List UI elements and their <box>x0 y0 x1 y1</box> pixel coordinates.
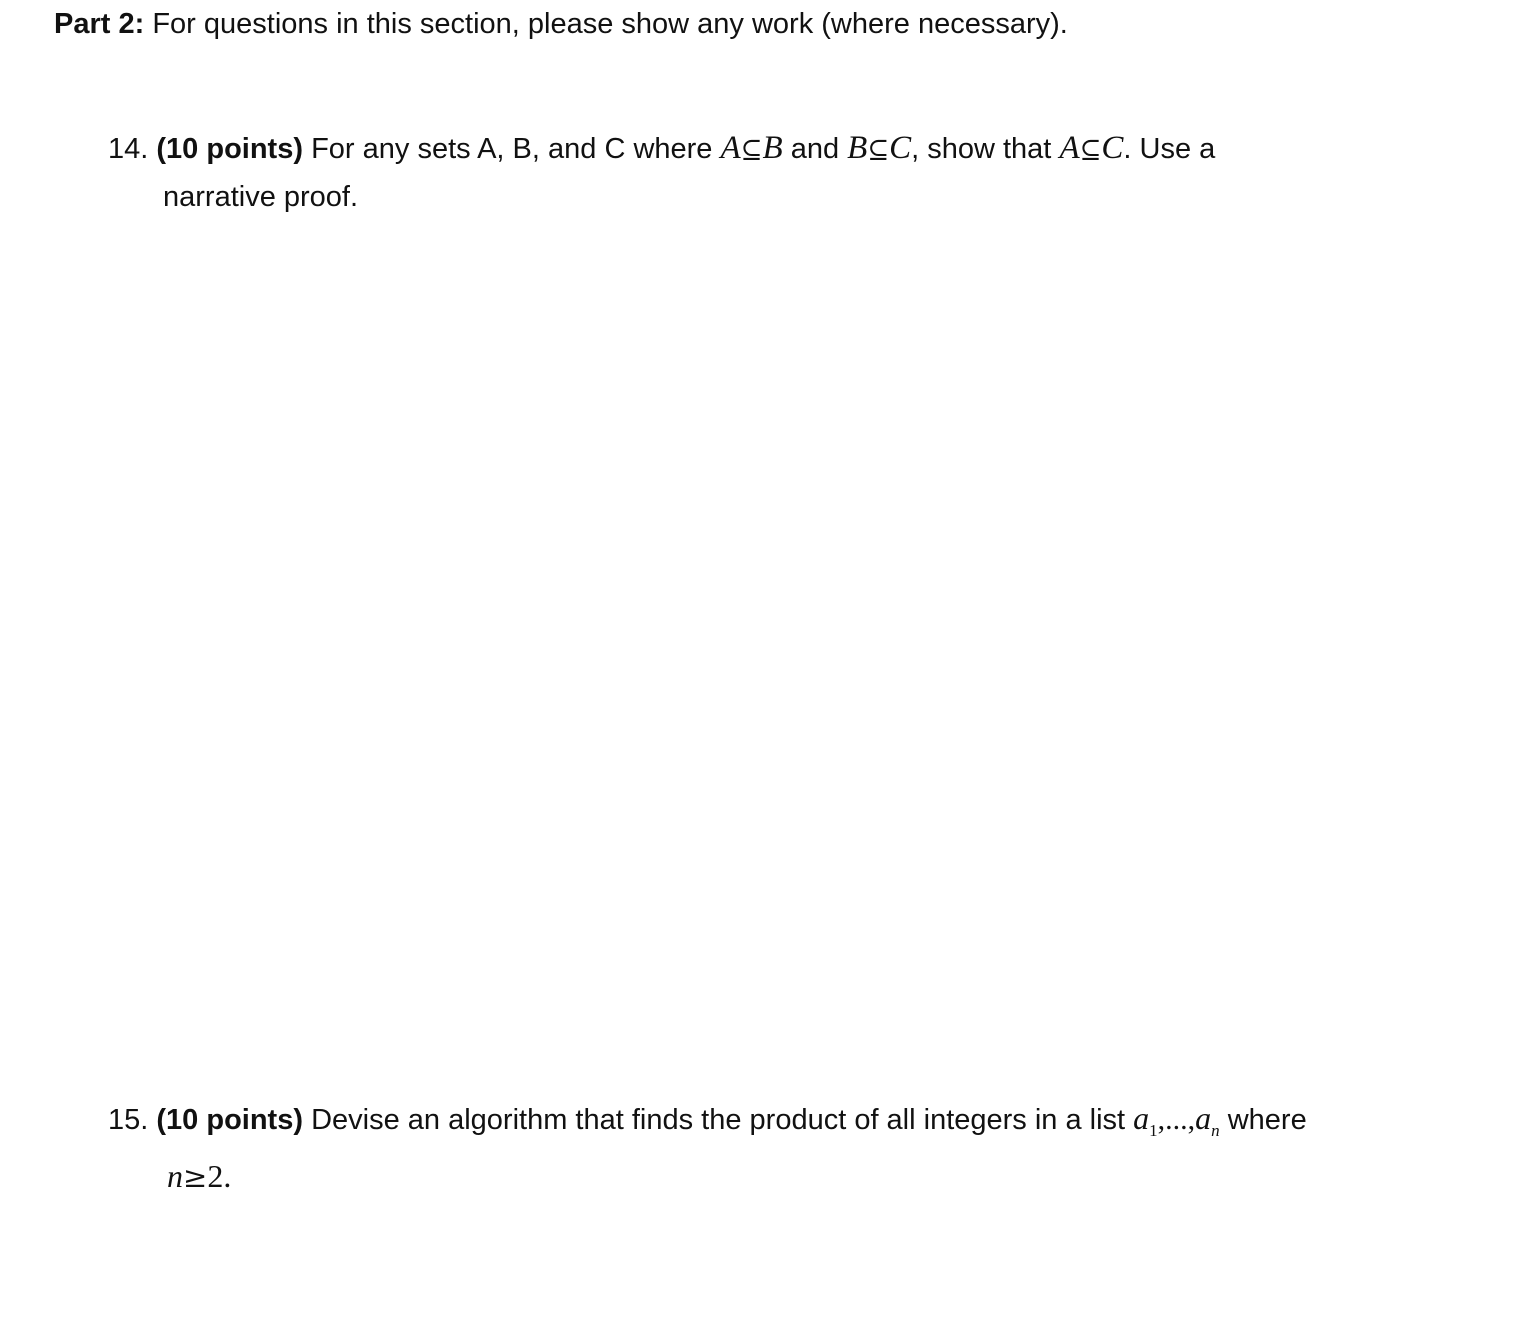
question-14-line-2 <box>163 179 358 215</box>
question-14-points: (10 points) <box>156 133 304 165</box>
math-two: 2 <box>207 1158 224 1194</box>
question-15-text-b: where <box>1219 1104 1307 1136</box>
math-set-a-2: A <box>1059 130 1080 166</box>
question-15-number: 15. <box>108 1104 149 1136</box>
section-header <box>54 6 1068 42</box>
question-15-line-2 <box>167 1158 231 1196</box>
question-15-points: (10 points) <box>156 1104 304 1136</box>
math-ellipsis: ,..., <box>1157 1103 1196 1136</box>
subset-symbol-2: ⊆ <box>867 135 890 165</box>
ge-symbol: ≥ <box>183 1160 208 1194</box>
subset-symbol: ⊆ <box>740 135 763 165</box>
math-period: . <box>223 1158 232 1194</box>
section-instructions: For questions in this section, please show any work (where necessary). <box>144 8 1068 40</box>
subset-symbol-3: ⊆ <box>1079 135 1102 165</box>
math-set-b: B <box>762 130 783 166</box>
question-14-text-b: and <box>782 133 848 165</box>
math-set-a: A <box>720 130 741 166</box>
question-14-text-c: , show that <box>911 133 1060 165</box>
question-14-line-1 <box>108 130 1215 168</box>
math-set-c: C <box>889 130 912 166</box>
math-set-c-2: C <box>1101 130 1124 166</box>
part-label: Part 2: <box>54 8 145 40</box>
math-a-n: $a_n$ <box>1195 1100 1220 1140</box>
question-14-continuation: narrative proof. <box>163 181 359 213</box>
question-14-text-a: For any sets A, B, and C where <box>303 133 721 165</box>
math-n: n <box>167 1158 183 1194</box>
question-14-number: 14. <box>108 133 149 165</box>
question-15-line-1 <box>108 1100 1307 1138</box>
question-15-text-a: Devise an algorithm that finds the product of all integers in a list <box>303 1104 1134 1136</box>
question-14-text-d: . Use a <box>1123 133 1216 165</box>
math-set-b-2: B <box>847 130 868 166</box>
math-a-1: $a_1$ <box>1133 1100 1158 1140</box>
